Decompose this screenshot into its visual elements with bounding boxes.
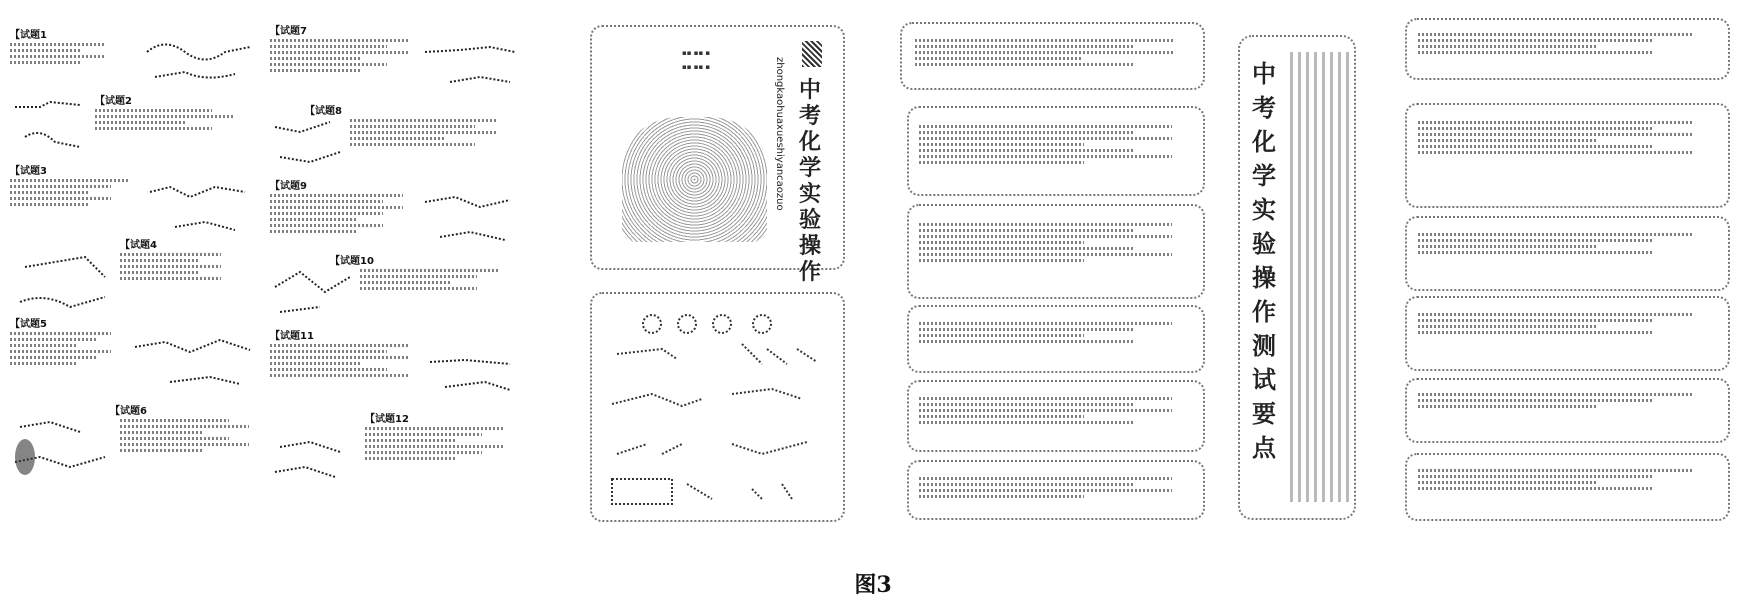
panel-4 (895, 22, 1215, 522)
heading-4: 【试题4 (120, 240, 157, 251)
apparatus-sketch-2 (10, 97, 90, 157)
heading-2: 【试题2 (95, 96, 132, 107)
apparatus-sketch-9 (420, 182, 515, 252)
heading-8: 【试题8 (305, 106, 342, 117)
apparatus-sketch-11 (425, 342, 515, 402)
apparatus-sketch-10 (270, 257, 355, 322)
heading-12: 【试题12 (365, 414, 409, 425)
heading-9: 【试题9 (270, 181, 307, 192)
cover-illustration (622, 117, 767, 242)
apparatus-sketch-12 (270, 427, 360, 487)
panel-2 (270, 22, 520, 492)
cover-box: ▪▪ ▪▪ ▪ ▪▪ ▪▪ ▪ 中考化学实验操作 zhongkaohuaxueshiyancaozuo (590, 25, 845, 270)
apparatus-box (590, 292, 845, 522)
heading-7: 【试题7 (270, 26, 307, 37)
apparatus-sketch-8 (270, 112, 345, 182)
cover-title: 中考化学实验操作 (798, 77, 821, 285)
heading-6: 【试题6 (110, 406, 147, 417)
cover-seal (802, 41, 822, 67)
figure-caption: 图3 (854, 572, 892, 598)
apparatus-sketch-6 (10, 407, 110, 487)
heading-3: 【试题3 (10, 166, 47, 177)
apparatus-sketch-4 (15, 247, 115, 322)
cover-pinyin: zhongkaohuaxueshiyancaozuo (774, 57, 785, 211)
apparatus-sketch-1 (145, 32, 255, 87)
side-title-box (1238, 35, 1356, 520)
apparatus-sketch-5 (130, 322, 255, 392)
heading-5: 【试题5 (10, 319, 47, 330)
panel-1 (10, 22, 260, 492)
editor-lines: ▪▪ ▪▪ ▪ (682, 49, 711, 57)
side-text-columns (1290, 52, 1350, 502)
heading-1: 【试题1 (10, 30, 47, 41)
panel-6 (1400, 18, 1740, 523)
apparatus-sketch-7 (420, 32, 520, 92)
side-title: 中考化学实验操作测试要点 (1252, 59, 1276, 462)
apparatus-grid (592, 294, 847, 524)
heading-11: 【试题11 (270, 331, 314, 342)
apparatus-sketch-3 (145, 172, 255, 242)
heading-10: 【试题10 (330, 256, 374, 267)
